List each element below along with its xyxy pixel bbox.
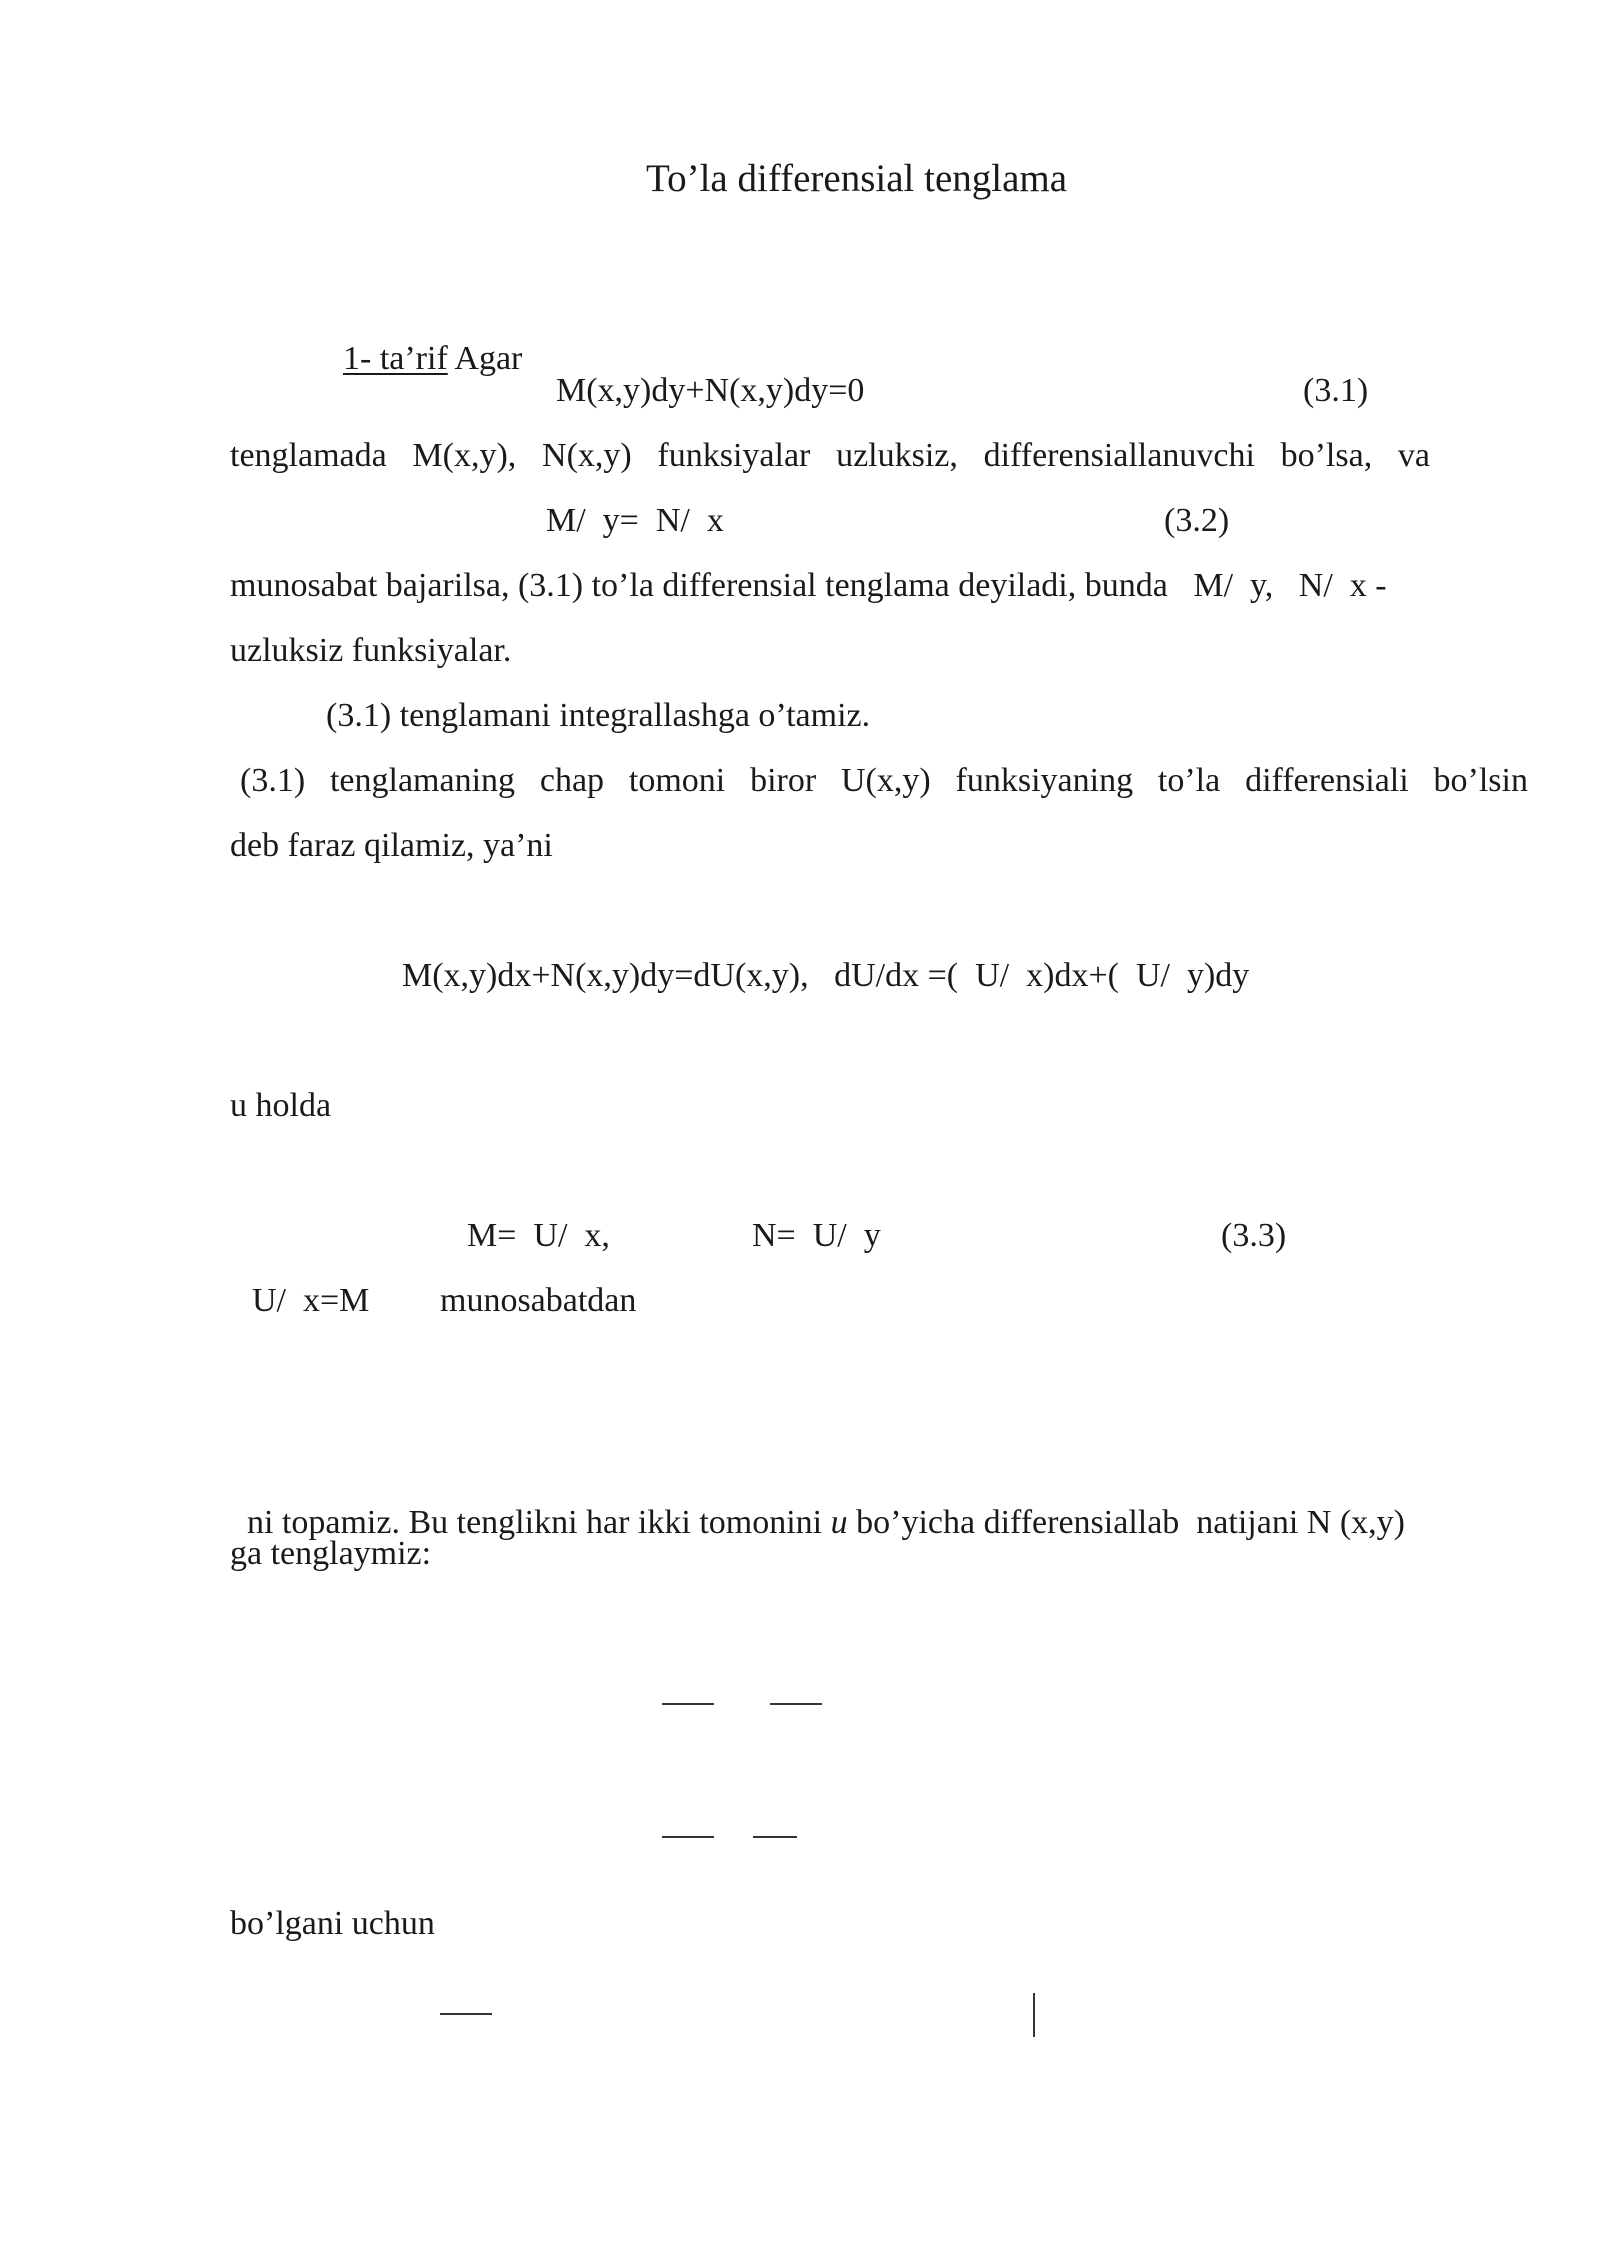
paragraph-assumption-line-1 (240, 764, 1528, 798)
equation-number-3-1: (3.1) (1303, 372, 1369, 409)
text-u-holda: u holda (230, 1087, 332, 1124)
fraction-bar (440, 2013, 492, 2015)
definition-text: tenglamada M(x,y), N(x,y) funksiyalar uzluksiz, differensiallanuvchi bo’lsa, va (230, 437, 1430, 474)
definition-label: 1- ta’rif (343, 340, 448, 377)
definition-line (326, 308, 522, 376)
evaluation-bar (1033, 1993, 1035, 2037)
equation-3-2: M/ y= N/ x (546, 502, 724, 539)
equation-partial-u: U/ x=M (252, 1282, 370, 1319)
paragraph-integration: (3.1) tenglamani integrallashga o’tamiz. (326, 697, 871, 734)
definition-text-line-2 (230, 439, 1430, 473)
differentiate-text-a: ni topamiz. Bu tenglikni har ikki tomonini (247, 1504, 831, 1541)
page-title: To’la differensial tenglama (646, 157, 1068, 200)
text-bolgani-uchun: bo’lgani uchun (230, 1905, 435, 1942)
paragraph-differentiate-line-1 (230, 1472, 1405, 1540)
definition-lead: Agar (454, 340, 523, 377)
text-munosabatdan: munosabatdan (440, 1282, 637, 1319)
equation-number-3-2: (3.2) (1164, 502, 1230, 539)
paragraph-assumption-line-2: deb faraz qilamiz, ya’ni (230, 827, 553, 864)
differentiate-text-b: bo’yicha differensiallab natijani N (x,y) (847, 1504, 1405, 1541)
variable-u: u (830, 1504, 848, 1541)
paragraph-differentiate-line-2: ga tenglaymiz: (230, 1535, 432, 1572)
equation-3-3-left: M= U/ x, (467, 1217, 610, 1254)
fraction-bar (770, 1703, 822, 1705)
definition-text-line-4: uzluksiz funksiyalar. (230, 632, 512, 669)
fraction-bar (753, 1836, 797, 1838)
equation-3-1: M(x,y)dy+N(x,y)dy=0 (556, 372, 865, 409)
equation-3-3-right: N= U/ y (752, 1217, 881, 1254)
equation-total-differential: M(x,y)dx+N(x,y)dy=dU(x,y), dU/dx =( U/ x)dx+( U/ y)dy (402, 957, 1250, 994)
assumption-text: (3.1) tenglamaning chap tomoni biror U(x,y) funksiyaning to’la differensiali bo’lsin (240, 762, 1528, 799)
fraction-bar (662, 1836, 714, 1838)
definition-text-line-3: munosabat bajarilsa, (3.1) to’la differensial tenglama deyiladi, bunda M/ y, N/ x - (230, 567, 1387, 604)
equation-number-3-3: (3.3) (1221, 1217, 1287, 1254)
fraction-bar (662, 1703, 714, 1705)
